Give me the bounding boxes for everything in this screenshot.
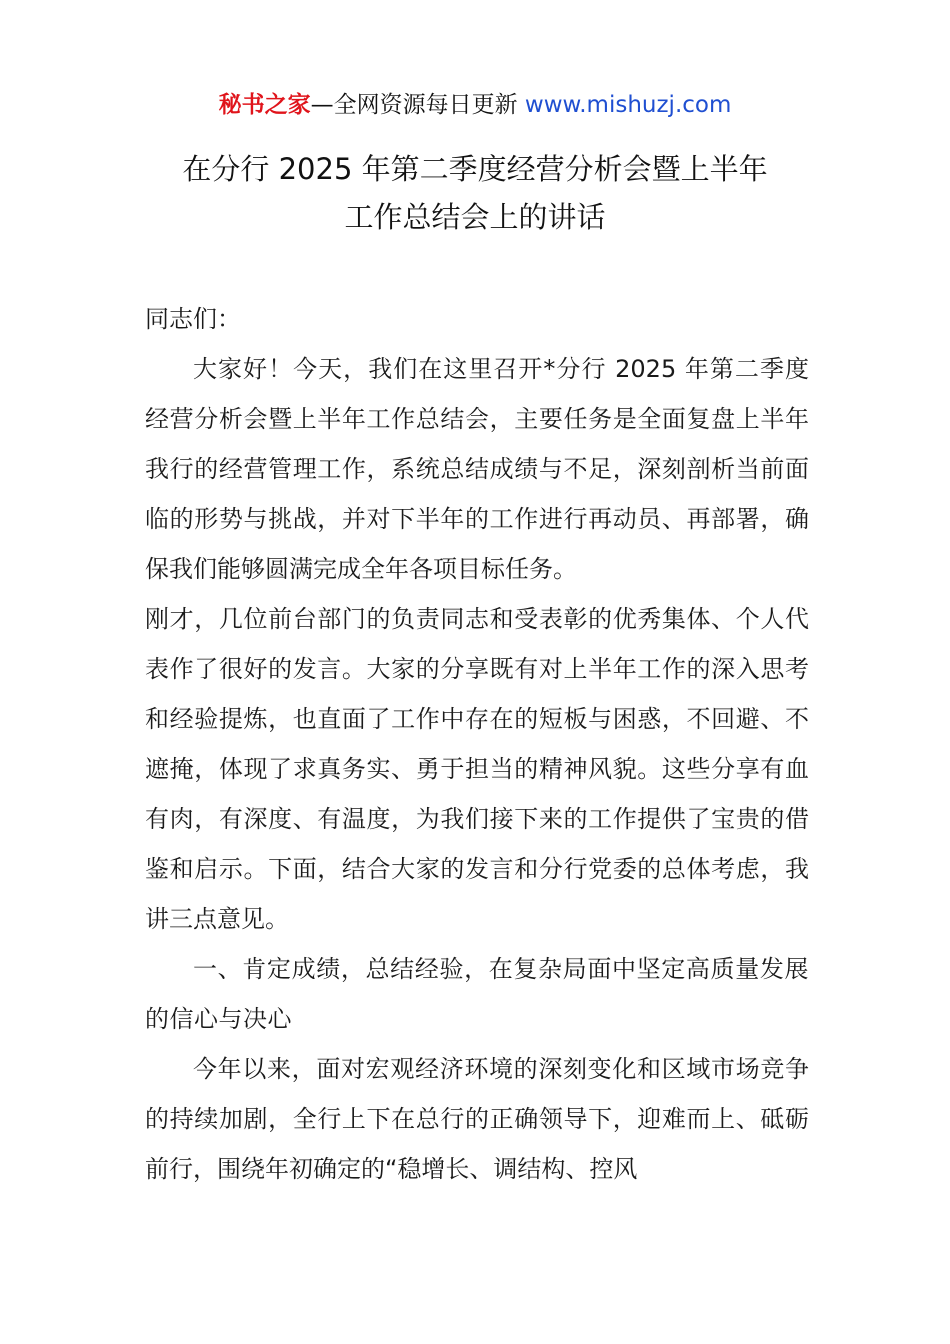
paragraph-section-1: 今年以来，面对宏观经济环境的深刻变化和区域市场竞争的持续加剧，全行上下在总行的正确领导下，迎难而上、砥砺前行，围绕年初确定的“稳增长、调结构、控风 <box>145 1055 809 1183</box>
document-body <box>145 294 809 1194</box>
title-line-1: 在分行 2025 年第二季度经营分析会暨上半年 <box>182 152 768 186</box>
paragraph-feedback: 刚才，几位前台部门的负责同志和受表彰的优秀集体、个人代表作了很好的发言。大家的分享既有对上半年工作的深入思考和经验提炼，也直面了工作中存在的短板与困惑，不回避、不遮掩，体现了求真务实、勇于担当的精神风貌。这些分享有血有肉，有深度、有温度，为我们接下来的工作提供了宝贵的借鉴和启示。下面，结合大家的发言和分行党委的总体考虑，我讲三点意见。 <box>145 605 809 933</box>
salutation: 同志们： <box>145 305 241 333</box>
site-slogan: —全网资源每日更新 <box>310 92 525 118</box>
site-header <box>0 88 950 122</box>
section-heading-1: 一、肯定成绩，总结经验，在复杂局面中坚定高质量发展的信心与决心 <box>145 955 809 1033</box>
paragraph-intro: 大家好！今天，我们在这里召开*分行 2025 年第二季度经营分析会暨上半年工作总结会，主要任务是全面复盘上半年我行的经营管理工作，系统总结成绩与不足，深刻剖析当前面临的形势与挑战，并对下半年的工作进行再动员、再部署，确保我们能够圆满完成全年各项目标任务。 <box>145 355 809 583</box>
site-url-link[interactable]: www.mishuzj.com <box>524 92 732 118</box>
title-line-2: 工作总结会上的讲话 <box>344 200 606 234</box>
site-brand: 秘书之家 <box>218 92 311 118</box>
document-title <box>0 145 950 241</box>
